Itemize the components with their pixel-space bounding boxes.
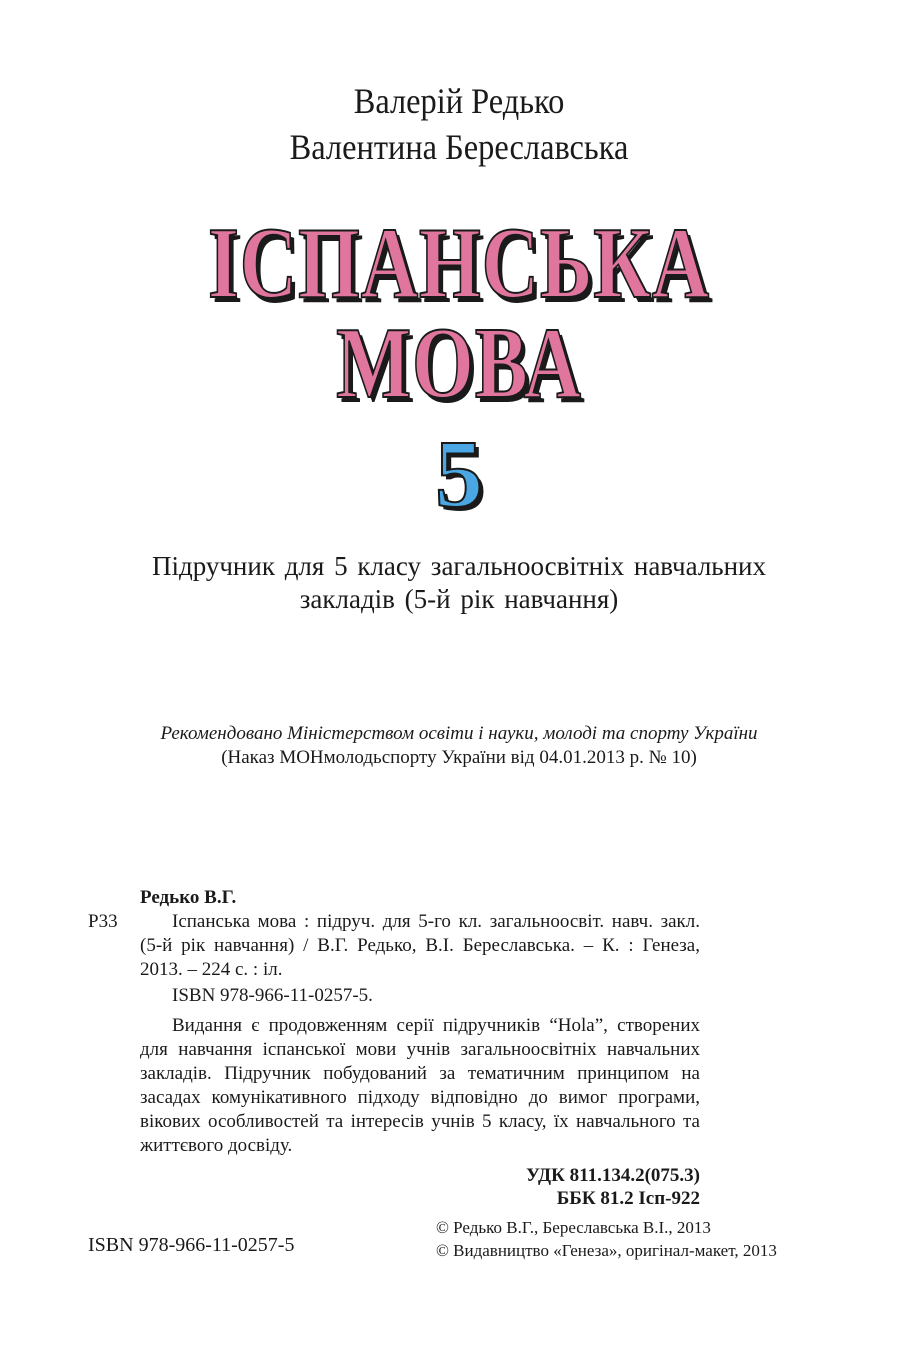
recommendation bbox=[0, 722, 918, 770]
subtitle-line-1: Підручник для 5 класу загальноосвітніх навчальних bbox=[151, 551, 767, 581]
copyright-publisher: © Видавництво «Генеза», оригінал-макет, 2013 bbox=[436, 1241, 777, 1260]
bibliographic-record bbox=[88, 886, 700, 1210]
isbn-number: ISBN 978-966-11-0257-5 bbox=[88, 1234, 295, 1256]
udk-code: УДК 811.134.2(075.3) bbox=[526, 1165, 700, 1186]
author-2: Валентина Береславська bbox=[289, 127, 629, 167]
record-author: Редько В.Г. bbox=[140, 887, 237, 908]
record-description: Іспанська мова : підруч. для 5-го кл. загальноосвіт. навч. закл. (5-й рік навчання) / В.Г. Редько, В.І. Береславська. – К. : Генеза, 2013. – 224 с. : іл. bbox=[140, 911, 700, 980]
classification-code: Р33 bbox=[88, 911, 118, 932]
record-isbn: ISBN 978-966-11-0257-5. bbox=[172, 985, 373, 1006]
subtitle-line-2: закладів (5-й рік навчання) bbox=[299, 584, 619, 614]
classification-indexes bbox=[140, 1164, 700, 1210]
grade-number: 5 bbox=[435, 420, 483, 527]
book-title-line-1: ІСПАНСЬКА bbox=[208, 207, 710, 320]
copyright-authors: © Редько В.Г., Береславська В.І., 2013 bbox=[436, 1218, 711, 1237]
record-annotation: Видання є продовженням серії підручників “Hola”, створених для навчання іспанської мови учнів загальноосвітніх навчальних закладів. Підручник побудований за тематичним принципом на засадах комунікативного підходу відповідно до вимог програми, вікових особливостей та інтересів учнів 5 класу, їх навчального та життєвого досвіду. bbox=[140, 1015, 700, 1156]
author-1: Валерій Редько bbox=[353, 81, 565, 121]
bbk-code: ББК 81.2 Ісп-922 bbox=[556, 1188, 700, 1209]
authors bbox=[46, 78, 872, 170]
order-reference: (Наказ МОНмолодьспорту України від 04.01.2013 р. № 10) bbox=[221, 747, 697, 768]
subtitle bbox=[0, 550, 918, 616]
recommendation-line: Рекомендовано Міністерством освіти і науки, молоді та спорту України bbox=[160, 723, 758, 744]
book-title-line-2: МОВА bbox=[336, 307, 582, 420]
copyright bbox=[436, 1216, 777, 1262]
